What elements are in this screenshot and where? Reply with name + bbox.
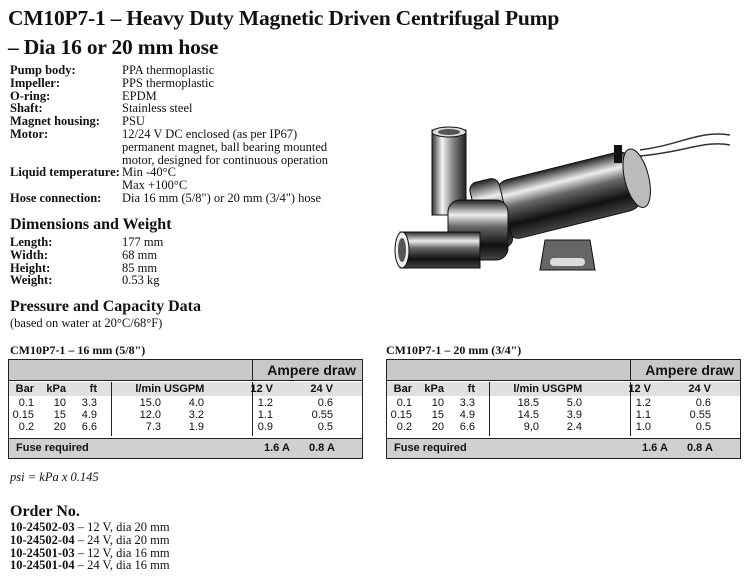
- spec-label: Pump body:: [10, 63, 76, 77]
- dimension-label: Length:: [10, 235, 53, 249]
- spec-row: [10, 64, 482, 77]
- fuse-label: Fuse required: [16, 442, 89, 454]
- table-cell: 6.6: [459, 421, 475, 433]
- table-cell: 15: [431, 409, 444, 421]
- table-cell: 0.6: [317, 397, 333, 409]
- order-number: 10-24502-03: [10, 520, 75, 534]
- table-cell: 5.0: [566, 397, 582, 409]
- title-line-2: – Dia 16 or 20 mm hose: [8, 35, 219, 59]
- order-description: – 12 V, dia 16 mm: [74, 545, 170, 560]
- spec-value: PPA thermoplastic: [122, 63, 215, 77]
- title-line-1: CM10P7-1 – Heavy Duty Magnetic Driven Centrifugal Pump: [8, 6, 560, 30]
- spec-value: permanent magnet, ball bearing mounted: [122, 139, 328, 154]
- spec-label: Liquid temperature:: [10, 165, 120, 180]
- table-cell: 20: [53, 421, 66, 433]
- table-1: [8, 359, 363, 459]
- table-cell: 14.5: [517, 409, 539, 421]
- spec-value: Max +100°C: [122, 178, 188, 193]
- table-cell: 0.1: [396, 397, 412, 409]
- column-header: 12 V: [250, 383, 273, 395]
- page-title: [8, 4, 728, 62]
- order-number: 10-24501-04: [10, 558, 75, 573]
- table-cell: 4.9: [459, 409, 475, 421]
- table-2-band: [387, 360, 630, 381]
- column-header: ft: [89, 383, 97, 395]
- fuse-12v: 1.6 A: [642, 442, 668, 454]
- dimension-value: 0.53 kg: [122, 273, 160, 288]
- table-cell: 0.1: [18, 397, 34, 409]
- spec-label: O-ring:: [10, 88, 51, 103]
- table-2-fuse-row: [387, 438, 740, 458]
- table-cell: 10: [431, 397, 444, 409]
- column-header: Bar: [15, 383, 34, 395]
- spec-label: Motor:: [10, 126, 49, 141]
- table-cell: 15.0: [139, 397, 161, 409]
- dimension-label: Weight:: [10, 273, 53, 288]
- spec-row: [10, 90, 482, 103]
- table-cell: 0.2: [18, 421, 34, 433]
- table-cell: 3.9: [566, 409, 582, 421]
- spec-value: EPDM: [122, 88, 157, 103]
- table-cell: 2.4: [566, 421, 582, 433]
- spec-value: 12/24 V DC enclosed (as per IP67): [122, 126, 298, 141]
- table-1-title: CM10P7-1 – 16 mm (5/8"): [10, 343, 146, 357]
- column-header: kPa: [424, 383, 444, 395]
- table-cell: 0.5: [695, 421, 711, 433]
- table-cell: 7.3: [145, 421, 161, 433]
- table-cell: 6.6: [81, 421, 97, 433]
- column-header: 24 V: [688, 383, 711, 395]
- fuse-12v: 1.6 A: [264, 442, 290, 454]
- table-2-title: CM10P7-1 – 20 mm (3/4"): [386, 343, 522, 357]
- column-header: USGPM: [542, 383, 583, 395]
- table-cell: 0.55: [689, 409, 711, 421]
- spec-value: PSU: [122, 114, 145, 129]
- table-cell: 0.9: [257, 421, 273, 433]
- table-cell: 0.6: [695, 397, 711, 409]
- table-cell: 18.5: [517, 397, 539, 409]
- table-cell: 1.1: [257, 409, 273, 421]
- dimensions-heading: Dimensions and Weight: [10, 216, 172, 233]
- spec-value: Dia 16 mm (5/8") or 20 mm (3/4") hose: [122, 190, 322, 205]
- order-description: – 24 V, dia 16 mm: [74, 558, 170, 573]
- table-cell: 0.5: [317, 421, 333, 433]
- spec-label: Shaft:: [10, 101, 43, 116]
- table-2: [386, 359, 741, 459]
- dimension-value: 177 mm: [122, 235, 164, 249]
- column-header: 12 V: [628, 383, 651, 395]
- table-cell: 15: [53, 409, 66, 421]
- order-item: [10, 559, 170, 572]
- table-2-ampere-header: Ampere draw: [630, 360, 740, 381]
- column-header: USGPM: [164, 383, 205, 395]
- pressure-note: (based on water at 20°C/68°F): [10, 316, 163, 330]
- column-header: l/min: [135, 383, 161, 395]
- order-description: – 24 V, dia 20 mm: [74, 532, 170, 547]
- order-description: – 12 V, dia 20 mm: [74, 520, 170, 534]
- spec-label: Hose connection:: [10, 190, 102, 205]
- table-cell: 12.0: [139, 409, 161, 421]
- table-cell: 0.2: [396, 421, 412, 433]
- spec-value: motor, designed for continuous operation: [122, 152, 329, 167]
- column-header: ft: [467, 383, 475, 395]
- fuse-24v: 0.8 A: [309, 442, 335, 454]
- table-cell: 0.55: [311, 409, 333, 421]
- table-cell: 0.15: [12, 409, 34, 421]
- dimension-value: 68 mm: [122, 247, 158, 262]
- spec-value: Min -40°C: [122, 165, 176, 180]
- column-header: kPa: [46, 383, 66, 395]
- table-cell: 4.9: [81, 409, 97, 421]
- fuse-label: Fuse required: [394, 442, 467, 454]
- table-cell: 10: [53, 397, 66, 409]
- table-cell: 20: [431, 421, 444, 433]
- order-number: 10-24502-04: [10, 532, 75, 547]
- table-cell: 9,0: [523, 421, 539, 433]
- order-number: 10-24501-03: [10, 545, 75, 560]
- table-cell: 1.0: [635, 421, 651, 433]
- table-cell: 1.9: [188, 421, 204, 433]
- table-1-fuse-row: [9, 438, 362, 458]
- spec-value: Stainless steel: [122, 101, 193, 116]
- table-cell: 1.2: [635, 397, 651, 409]
- spec-label: Magnet housing:: [10, 114, 100, 129]
- table-cell: 4.0: [188, 397, 204, 409]
- dimension-label: Width:: [10, 247, 48, 262]
- spec-value: PPS thermoplastic: [122, 75, 215, 90]
- order-list: [10, 521, 170, 572]
- column-header: l/min: [513, 383, 539, 395]
- spec-label: [10, 141, 122, 154]
- order-heading: Order No.: [10, 503, 80, 520]
- dimension-value: 85 mm: [122, 260, 158, 275]
- conversion-formula: psi = kPa x 0.145: [10, 470, 99, 484]
- table-1-ampere-header: Ampere draw: [252, 360, 362, 381]
- spec-row: [10, 77, 482, 90]
- table-cell: 1.2: [257, 397, 273, 409]
- column-header: Bar: [393, 383, 412, 395]
- pressure-heading: Pressure and Capacity Data: [10, 298, 201, 315]
- fuse-24v: 0.8 A: [687, 442, 713, 454]
- column-header: 24 V: [310, 383, 333, 395]
- spec-label: Impeller:: [10, 75, 60, 90]
- pump-illustration: [390, 120, 730, 300]
- table-cell: 3.3: [459, 397, 475, 409]
- table-1-band: [9, 360, 252, 381]
- dimension-label: Height:: [10, 260, 51, 275]
- table-cell: 0.15: [390, 409, 412, 421]
- table-cell: 3.3: [81, 397, 97, 409]
- table-cell: 1.1: [635, 409, 651, 421]
- table-cell: 3.2: [188, 409, 204, 421]
